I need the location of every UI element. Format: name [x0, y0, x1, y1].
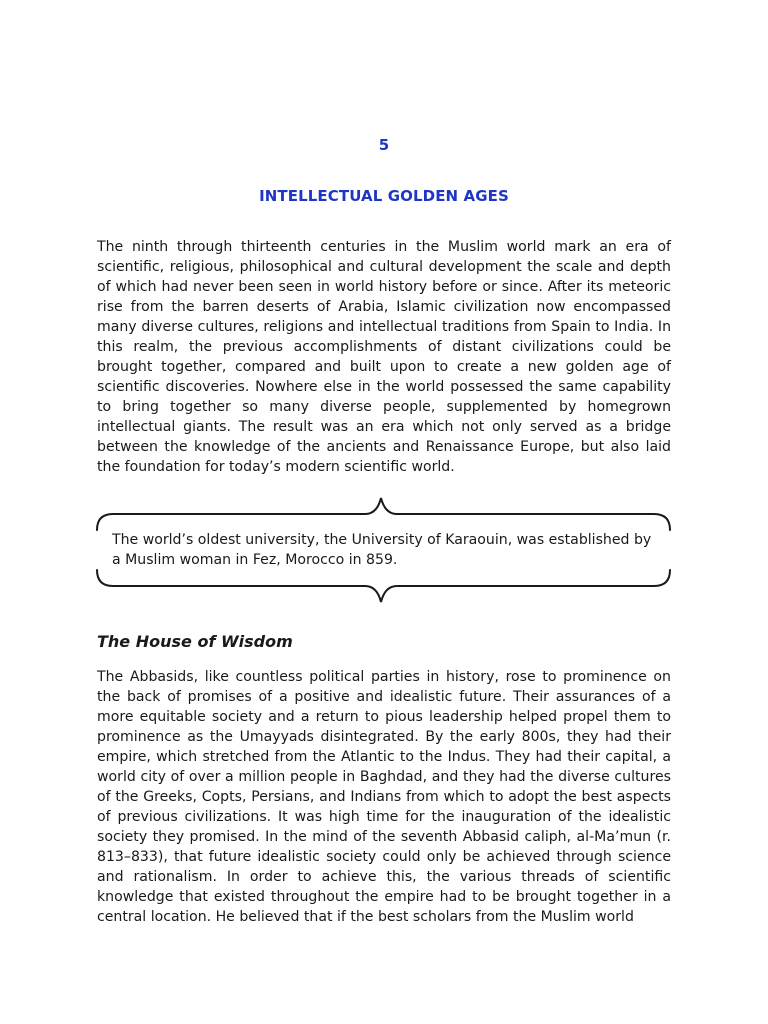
- chapter-title: INTELLECTUAL GOLDEN AGES: [259, 187, 509, 205]
- section-heading: The House of Wisdom: [97, 632, 293, 651]
- callout-text: The world’s oldest university, the University of Karaouin, was established by a Muslim woman in Fez, Morocco in 859.: [112, 532, 652, 568]
- chapter-number: 5: [378, 136, 390, 154]
- section-paragraph: The Abbasids, like countless political parties in history, rose to prominence on the back of promises of a positive and idealistic future. Their assurances of a more equitable society and a return to pious leadership helped propel them to prominence as the Umayyads disintegrated. By the early 800s, they had their empire, which stretched from the Atlantic to the Indus. They had their capital, a world city of over a million people in Baghdad, and they had the diverse cultures of the Greeks, Copts, Persians, and Indians from which to adopt the best aspects of previous civilizations. It was high time for the inauguration of the idealistic society they promised. In the mind of the seventh Abbasid caliph, al-Ma’mun (r. 813–833), that future idealistic society could only be achieved through science and rationalism. In order to achieve this, the various threads of scientific knowledge that existed throughout the empire had to be brought together in a central location. He believed that if the best scholars from the Muslim world: [97, 669, 671, 925]
- callout-box: [95, 490, 672, 610]
- intro-paragraph: The ninth through thirteenth centuries in the Muslim world mark an era of scientific, religious, philosophical and cultural development the scale and depth of which had never been seen in world history before or since. After its meteoric rise from the barren deserts of Arabia, Islamic civilization now encompassed many diverse cultures, religions and intellectual traditions from Spain to India. In this realm, the previous accomplishments of distant civilizations could be brought together, compared and built upon to create a new golden age of scientific discoveries. Nowhere else in the world possessed the same capability to bring together so many diverse people, supplemented by homegrown intellectual giants. The result was an era which not only served as a bridge between the knowledge of the ancients and Renaissance Europe, but also laid the foundation for today’s modern scientific world.: [97, 239, 671, 475]
